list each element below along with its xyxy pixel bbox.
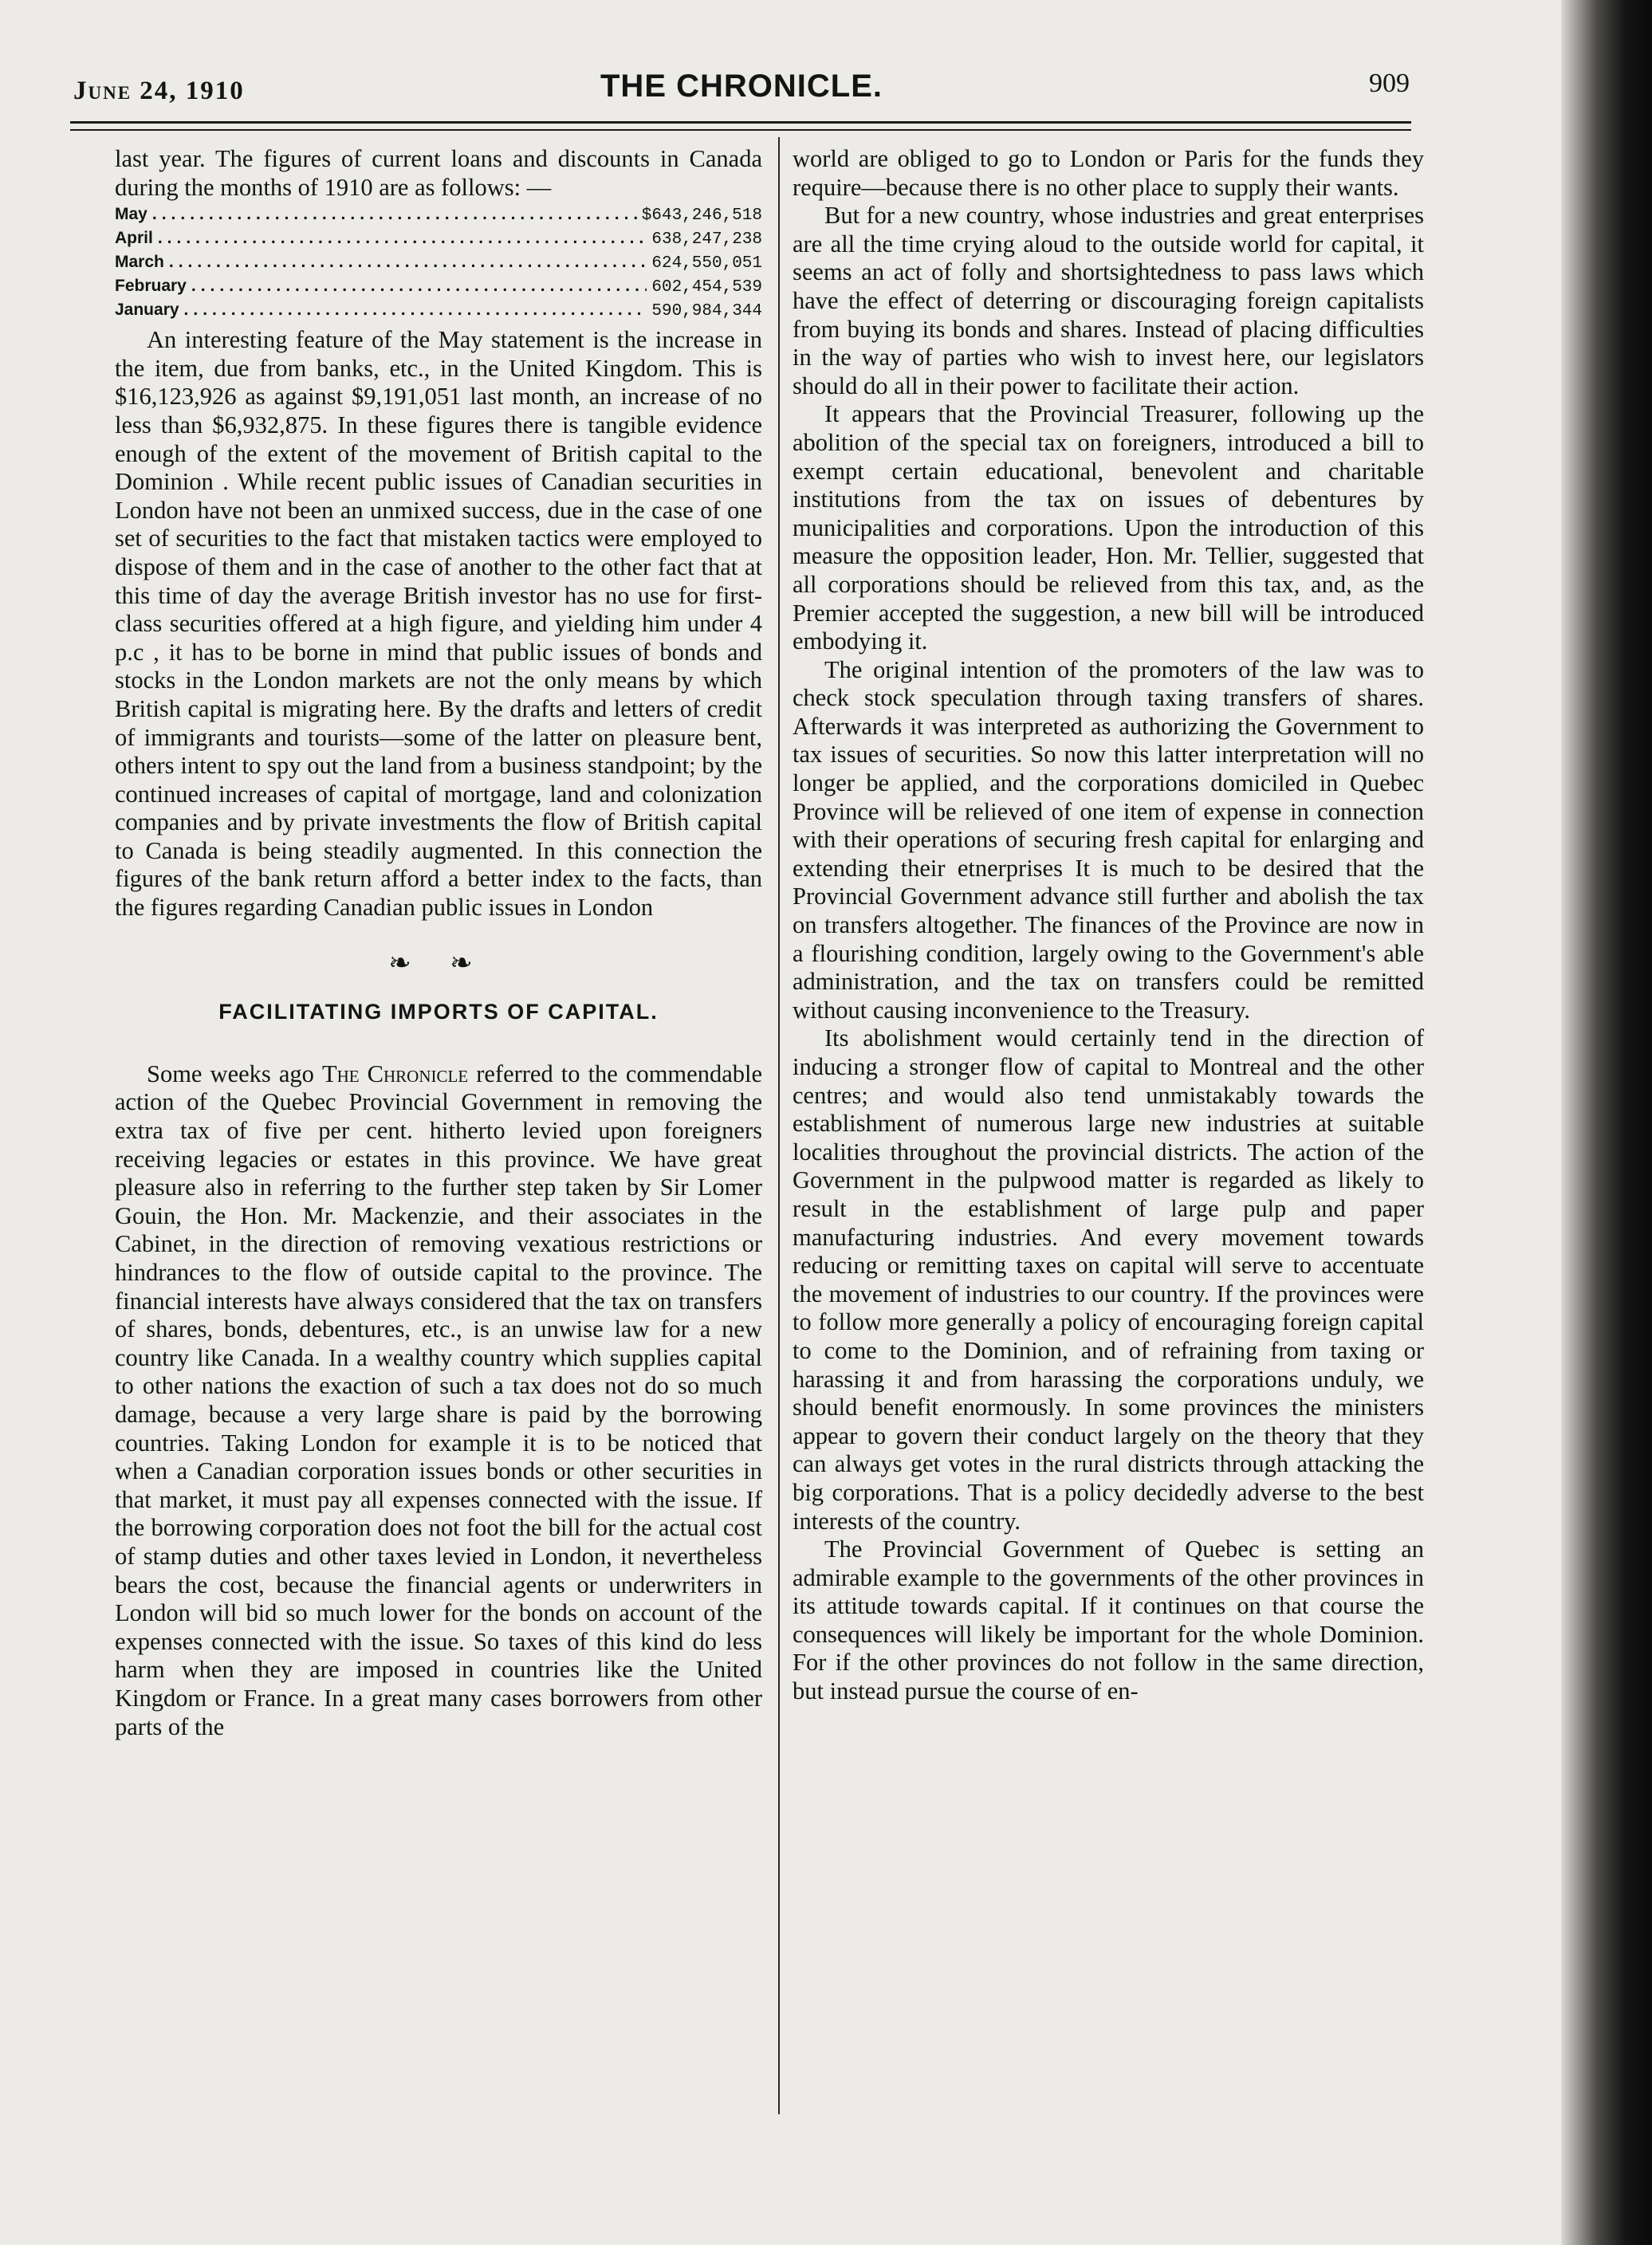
right-continuation-paragraph: world are obliged to go to London or Paris for the funds they require—because there is no other place to supply their wants. — [793, 145, 1424, 201]
original-intention-paragraph: The original intention of the promoters of the law was to check stock speculation through taxing transfers of shares. Afterwards it was interpreted as authorizing the Government to tax issues of securities. So now this latter interpretation will no longer be applied, and the corporations domiciled in Quebec Province will be relieved of one item of expense in connection with their operations of securing fresh capital for enlarging and extending their etnerprises It is much to be desired that the Provincial Government advance still further and abolish the tax on transfers altogether. The finances of the Province are now in a flourishing condition, largely owing to the Government's able administration, and the tax on transfers could be remitted without causing inconvenience to the Treasury. — [793, 655, 1424, 1024]
left-intro-paragraph: last year. The figures of current loans and discounts in Canada during the months of 1910 are as follows: — — [115, 145, 762, 201]
imports-body: referred to the commendable action of the Quebec Provincial Government in removing the extra tax of five per cent. hitherto levied upon foreigners receiving legacies or estates in this province. We have great pleasure also in referring to the further step taken by Sir Lomer Gouin, the Hon. Mr. Mackenzie, and their associates in the Cabinet, in the direction of removing vexatious restrictions or hindrances to the flow of outside capital to the province. The financial interests have always considered that the tax on transfers of shares, bonds, debentures, etc., is an unwise law for a new country like Canada. In a wealthy country which supplies capital to other nations the exaction of such a tax does not do so much damage, because a very large share is paid by the borrowing countries. Taking London for example it is to be noticed that when a Canadian corporation issues bonds or other securities in that market, it must pay all expenses connected with the issue. If the borrowing corporation does not foot the bill for the actual cost of stamp duties and other taxes levied in London, it nevertheless bears the cost, because the financial agents or underwriters in London will bid so much lower for the bonds on account of the expenses connected with the issue. So taxes of this kind do less harm when they are imposed in countries like the United Kingdom or France. In a great many cases borrowers from other parts of the — [115, 1060, 762, 1740]
section-ornament: ❧ ❧ — [388, 948, 489, 978]
loan-row — [115, 275, 762, 299]
leader-dots — [184, 299, 647, 321]
loan-amount: 590,984,344 — [651, 302, 762, 321]
header-rule-bottom — [70, 129, 1411, 131]
header-page-number: 909 — [1369, 69, 1410, 98]
loan-row — [115, 251, 762, 275]
loan-amount: 624,550,051 — [651, 254, 762, 273]
loan-row — [115, 203, 762, 227]
may-statement-paragraph: An interesting feature of the May statement is the increase in the item, due from banks, etc., in the United Kingdom. This is $16,123,926 as against $9,191,051 last month, an increase of no less than $6,932,875. In these figures there is tangible evidence enough of the extent of the movement of British capital to the Dominion . While recent public issues of Canadian securities in London have not been an unmixed success, due in the case of one set of securities to the fact that mistaken tactics were employed to dispose of them and in the case of another to the other fact that at this time of day the average British investor has no use for first-class securities offered at a high figure, and yielding him under 4 p.c , it has to be borne in mind that public issues of bonds and stocks in the London markets are not the only means by which British capital is migrating here. By the drafts and letters of credit of immigrants and tourists—some of the latter on pleasure bent, others intent to spy out the land from a business standpoint; by the continued increases of capital of mortgage, land and colonization companies and by private investments the flow of British capital to Canada is being steadily augmented. In this connection the figures of the bank return afford a better index to the facts, than the figures regarding Canadian public issues in London — [115, 326, 762, 922]
right-column — [793, 145, 1424, 1706]
loan-row — [115, 227, 762, 251]
loan-row — [115, 299, 762, 323]
leader-dots — [191, 275, 647, 297]
loan-month: February — [115, 277, 187, 296]
new-country-paragraph: But for a new country, whose industries and great enterprises are all the time crying aloud to the outside world for capital, it seems an act of folly and shortsightedness to pass laws which have the effect of deterring or discouraging foreign capitalists from buying its bonds and shares. Instead of placing difficulties in the way of parties who wish to invest here, our legislators should do all in their power to facilitate their action. — [793, 202, 1424, 399]
section-title: FACILITATING IMPORTS OF CAPITAL. — [218, 1000, 659, 1024]
leader-dots — [152, 203, 637, 226]
loans-table — [115, 203, 762, 323]
treasurer-paragraph: It appears that the Provincial Treasurer, following up the abolition of the special tax on foreigners, introduced a bill to exempt certain educational, benevolent and charitable institutions from the tax on issues of debentures by municipalities and corporations. Upon the introduction of this measure the opposition leader, Hon. Mr. Tellier, suggested that all corporations should be relieved from this tax, and, as the Premier accepted the suggestion, a new bill will be introduced embodying it. — [793, 400, 1424, 655]
left-column — [115, 145, 762, 1741]
leader-dots — [158, 227, 647, 250]
quebec-example-paragraph: The Provincial Government of Quebec is setting an admirable example to the governments of the other provinces in its attitude towards capital. If it continues on that course the consequences will likely be important for the whole Dominion. For if the other provinces do not follow in the same direction, but instead pursue the course of en- — [793, 1535, 1424, 1705]
loan-amount: 602,454,539 — [651, 278, 762, 297]
abolishment-paragraph: Its abolishment would certainly tend in the direction of inducing a stronger flow of capital to Montreal and the other centres; and would also tend unmistakably towards the establishment of numerous large new industries at suitable localities throughout the provincial districts. The action of the Government in the pulpwood matter is regarded as likely to result in the establishment of large pulp and paper manufacturing industries. And every movement towards reducing or remitting taxes on capital will serve to accentuate the movement of industries to our country. If the provinces were to follow more generally a policy of encouraging foreign capital to come to the Dominion, and of refraining from taxing or harassing it and from harassing the corporations unduly, we should benefit enormously. In some provinces the ministers appear to govern their conduct largely on the theory that they can always get votes in the rural districts through attacking the big corporations. That is a policy decidedly adverse to the best interests of the country. — [793, 1024, 1424, 1535]
page-header — [73, 69, 1410, 116]
book-binding-edge — [1561, 0, 1652, 2245]
loan-month: January — [115, 301, 179, 320]
loan-month: March — [115, 253, 164, 272]
loan-amount: 638,247,238 — [651, 230, 762, 250]
imports-lead: Some weeks ago — [147, 1060, 322, 1087]
header-date: June 24, 1910 — [73, 77, 245, 105]
imports-paragraph — [115, 1060, 762, 1741]
leader-dots — [169, 251, 647, 273]
header-title: THE CHRONICLE. — [600, 69, 883, 104]
loan-amount: $643,246,518 — [641, 206, 762, 226]
header-rule-top — [70, 121, 1411, 124]
paper-name: The Chronicle — [321, 1060, 469, 1087]
loan-month: April — [115, 229, 153, 248]
column-divider — [778, 137, 780, 2114]
loan-month: May — [115, 205, 148, 224]
